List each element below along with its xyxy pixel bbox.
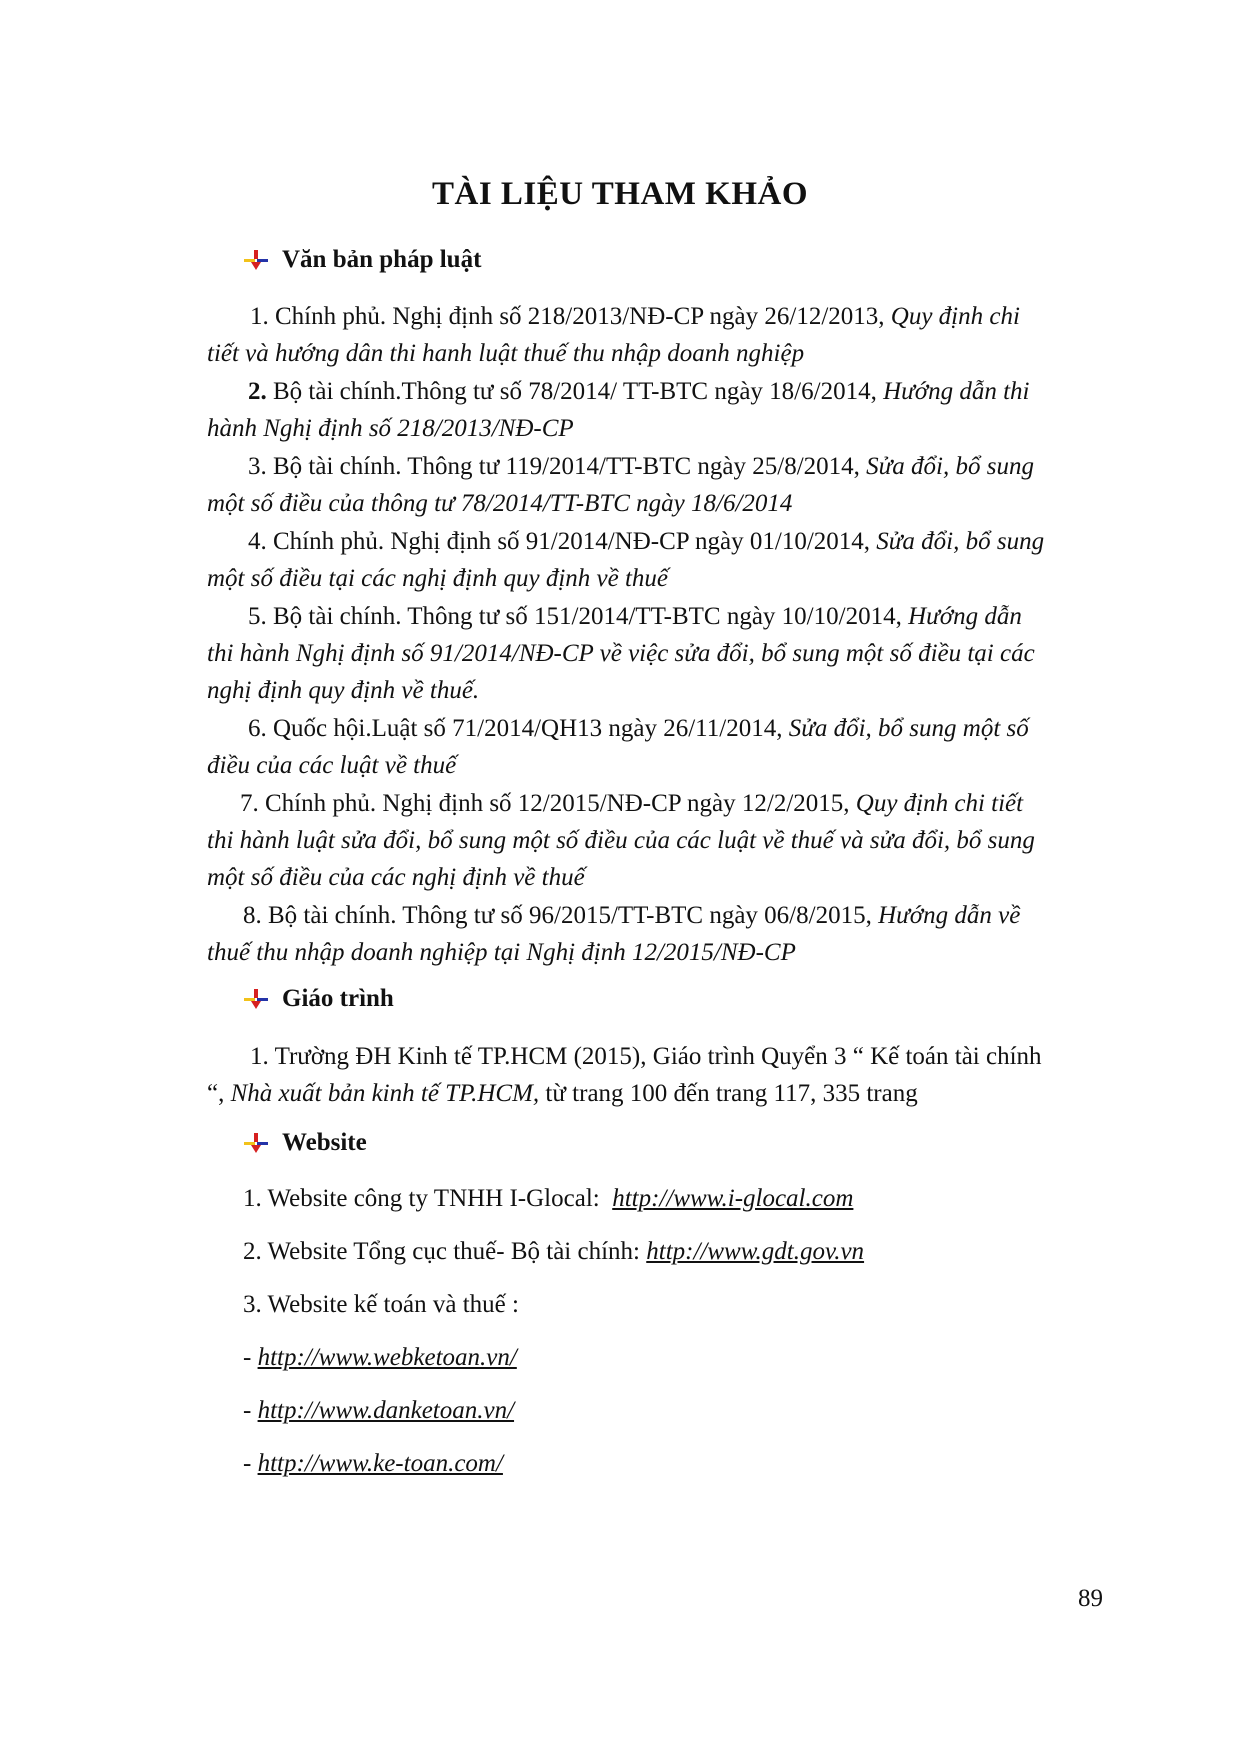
website-link-row: - http://www.danketoan.vn/ — [243, 1397, 515, 1424]
website-link-iglocal[interactable]: http://www.i-glocal.com — [612, 1185, 854, 1212]
section-heading-legal — [244, 246, 481, 274]
section-heading-label: Văn bản pháp luật — [282, 246, 482, 273]
page-title: TÀI LIỆU THAM KHẢO — [431, 176, 809, 212]
website-link-row: - http://www.webketoan.vn/ — [243, 1344, 517, 1371]
website-ref-2: 2. Website Tổng cục thuế- Bộ tài chính: http://www.gdt.gov.vn — [243, 1238, 865, 1265]
legal-ref-3: 3. Bộ tài chính. Thông tư 119/2014/TT-BTC ngày 25/8/2014, Sửa đổi, bổ sung một số điều của thông tư 78/2014/TT-BTC ngày 18/6/2014 — [207, 453, 1034, 517]
arrow-down-bullet-icon — [244, 250, 268, 270]
textbook-ref-1: 1. Trường ĐH Kinh tế TP.HCM (2015), Giáo trình Quyển 3 “ Kế toán tài chính “, Nhà xuất bản kinh tế TP.HCM, từ trang 100 đến trang 117, 335 trang — [207, 1043, 1042, 1107]
legal-ref-6: 6. Quốc hội.Luật số 71/2014/QH13 ngày 26/11/2014, Sửa đổi, bổ sung một số điều của các luật về thuế — [207, 715, 1029, 779]
website-link-webketoan[interactable]: http://www.webketoan.vn/ — [257, 1344, 517, 1371]
website-link-ketoan[interactable]: http://www.ke-toan.com/ — [257, 1450, 503, 1477]
website-ref-3: 3. Website kế toán và thuế : — [243, 1291, 519, 1318]
legal-ref-4: 4. Chính phủ. Nghị định số 91/2014/NĐ-CP ngày 01/10/2014, Sửa đổi, bổ sung một số điều tại các nghị định quy định về thuế — [207, 528, 1045, 592]
legal-ref-1: 1. Chính phủ. Nghị định số 218/2013/NĐ-CP ngày 26/12/2013, Quy định chi tiết và hướng dân thi hanh luật thuế thu nhập doanh nghiệp — [207, 303, 1020, 367]
arrow-down-bullet-icon — [244, 989, 268, 1009]
page-number: 89 — [1078, 1585, 1103, 1612]
website-link-gdt[interactable]: http://www.gdt.gov.vn — [646, 1238, 865, 1265]
legal-ref-5: 5. Bộ tài chính. Thông tư số 151/2014/TT-BTC ngày 10/10/2014, Hướng dẫn thi hành Nghị định số 91/2014/NĐ-CP về việc sửa đổi, bổ sung một số điều tại các nghị định quy định về thuế. — [207, 603, 1035, 704]
section-heading-textbook — [244, 985, 394, 1013]
section-heading-website — [244, 1129, 367, 1157]
website-ref-1: 1. Website công ty TNHH I-Glocal: http://www.i-glocal.com — [243, 1185, 854, 1212]
legal-ref-7: 7. Chính phủ. Nghị định số 12/2015/NĐ-CP ngày 12/2/2015, Quy định chi tiết thi hành luật sửa đổi, bổ sung một số điều của các luật về thuế và sửa đổi, bổ sung một số điều của các nghị định về thuế — [207, 790, 1035, 891]
arrow-down-bullet-icon — [244, 1133, 268, 1153]
legal-ref-8: 8. Bộ tài chính. Thông tư số 96/2015/TT-BTC ngày 06/8/2015, Hướng dẫn về thuế thu nhập doanh nghiệp tại Nghị định 12/2015/NĐ-CP — [207, 902, 1021, 966]
website-link-danketoan[interactable]: http://www.danketoan.vn/ — [257, 1397, 515, 1424]
legal-ref-2: 2. Bộ tài chính.Thông tư số 78/2014/ TT-BTC ngày 18/6/2014, Hướng dẫn thi hành Nghị định số 218/2013/NĐ-CP — [207, 378, 1030, 442]
website-link-row: - http://www.ke-toan.com/ — [243, 1450, 503, 1477]
section-heading-label: Website — [282, 1129, 367, 1156]
section-heading-label: Giáo trình — [282, 985, 394, 1012]
